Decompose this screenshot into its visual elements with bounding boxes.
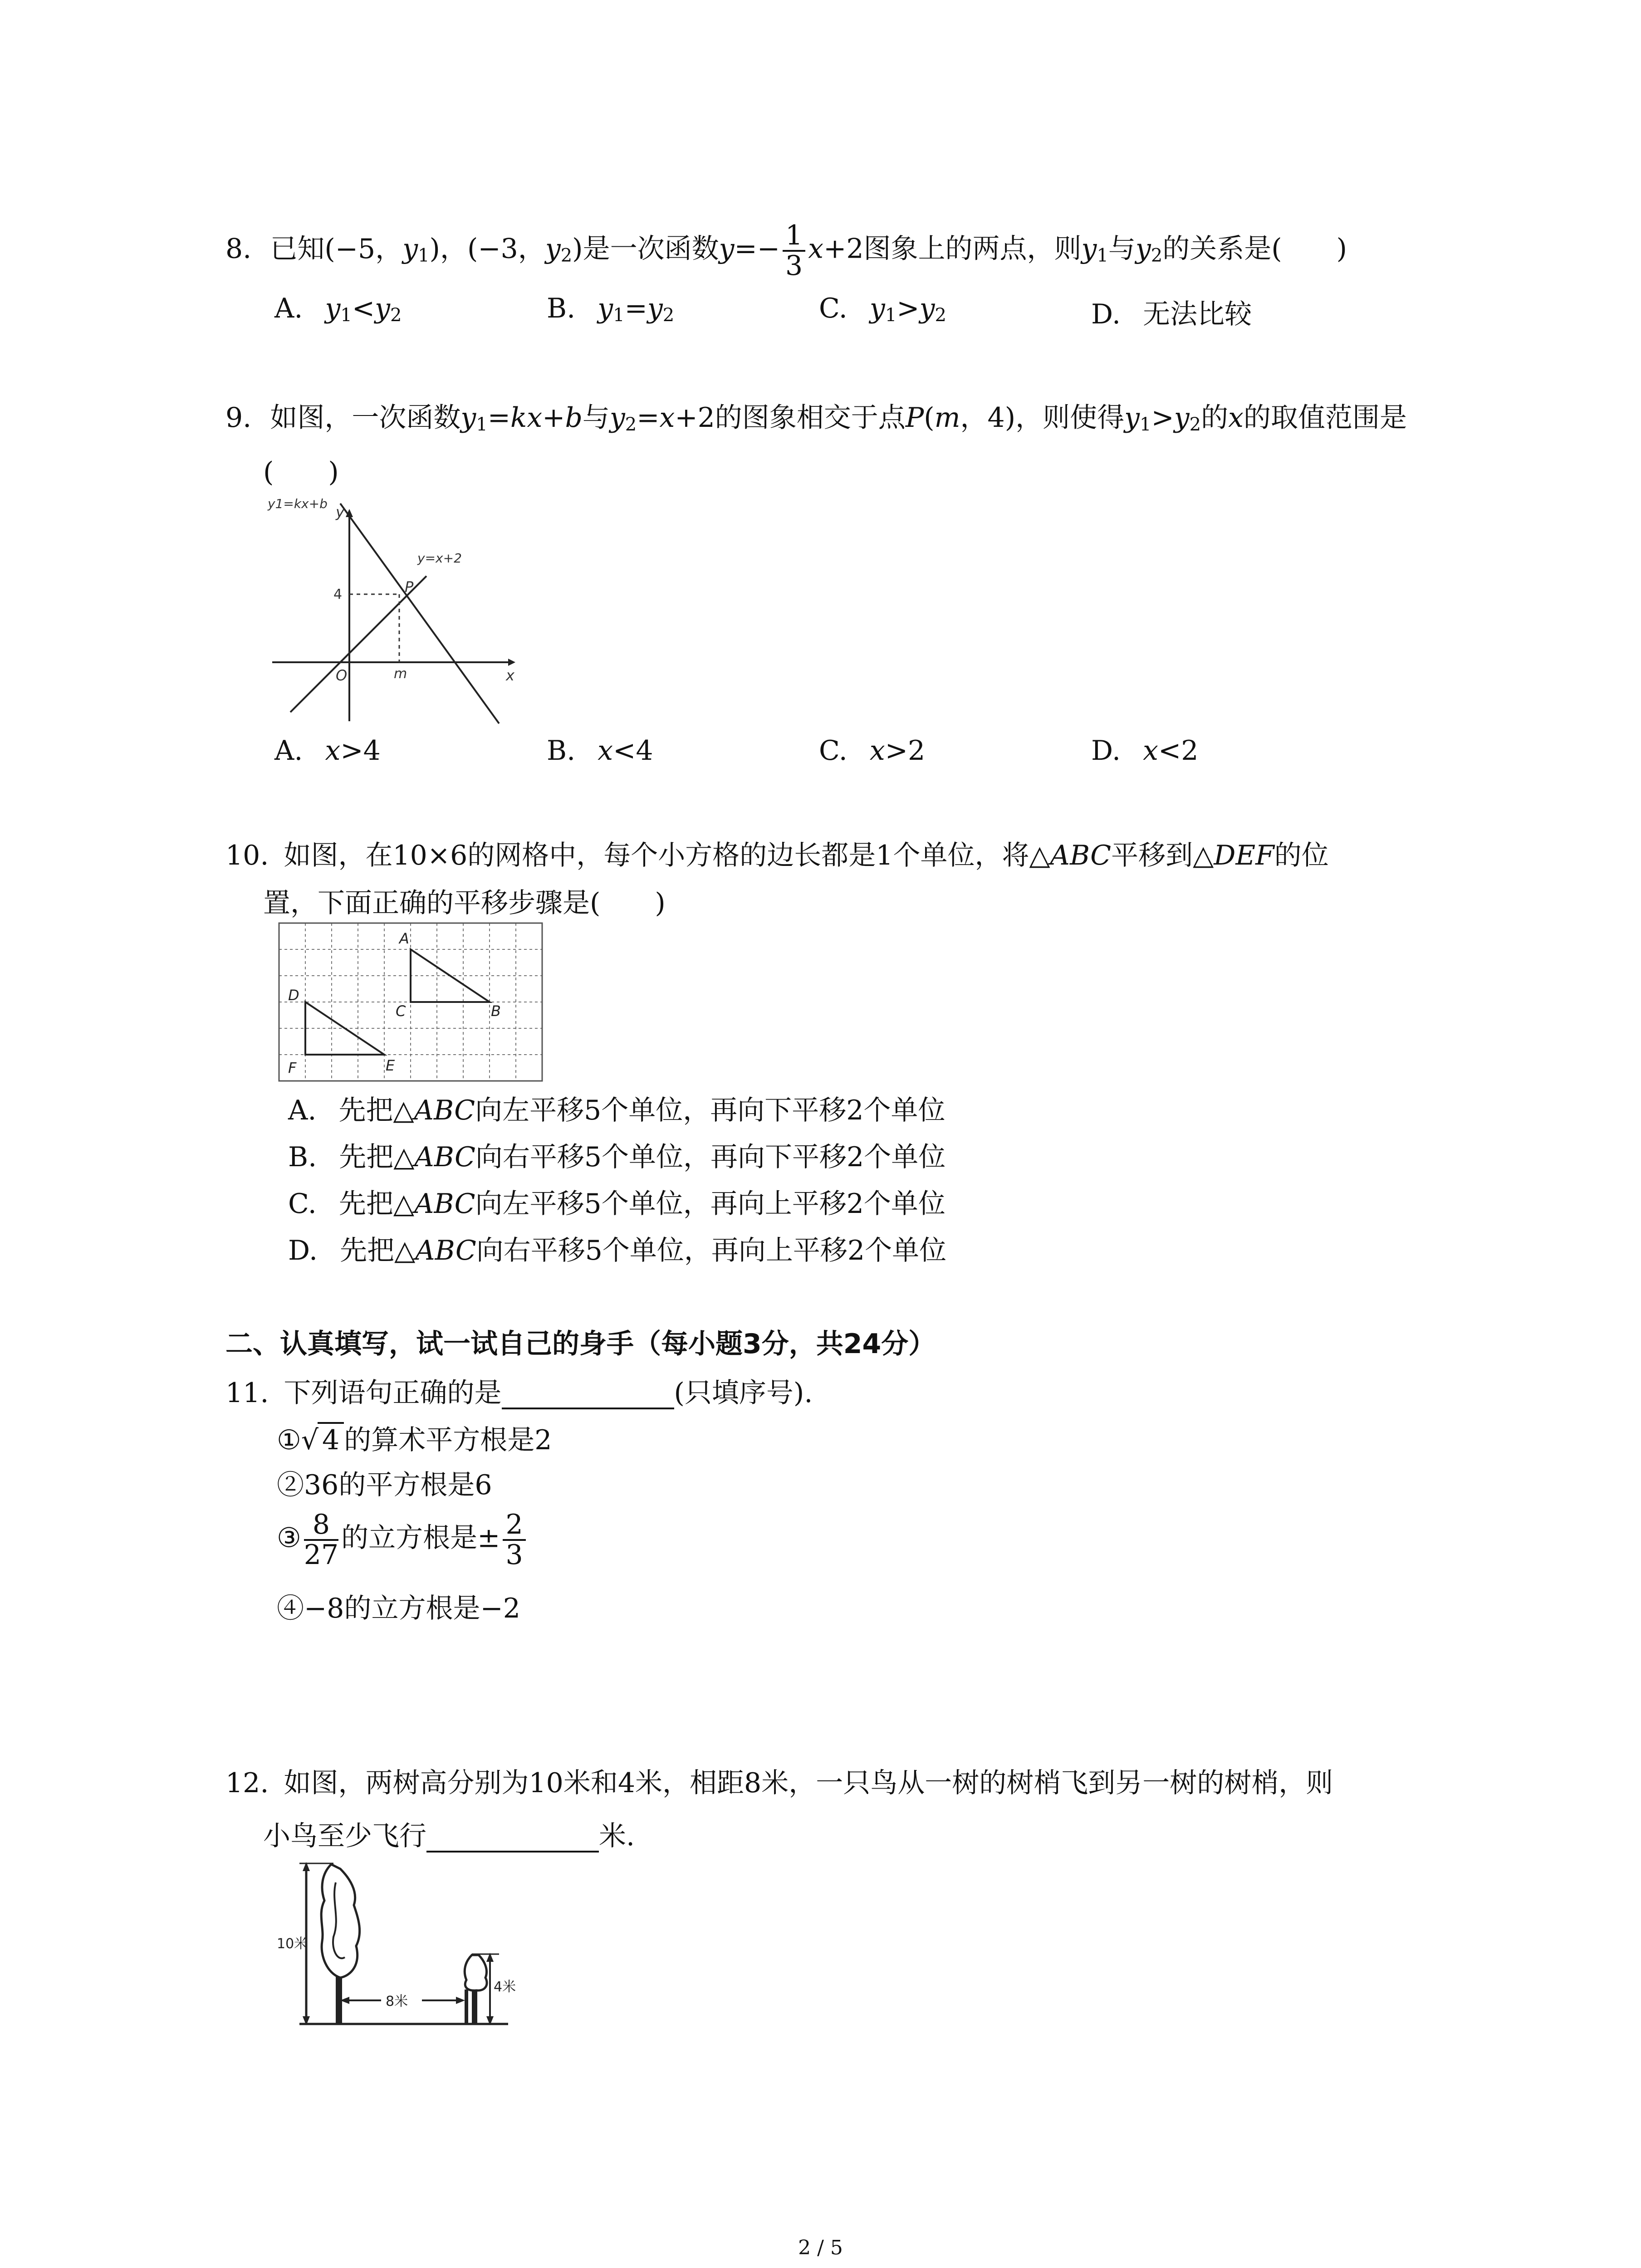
subscript: 2 [625,414,637,435]
question-10-line2: 置，下面正确的平移步骤是( ) [263,887,666,919]
fraction [783,221,805,280]
vertex-D: D [288,987,299,1004]
triangle-abc: ABC [1050,840,1112,871]
subscript: 2 [560,245,573,266]
var-y: y [460,402,476,434]
stem-text: (只填序号). [674,1377,813,1409]
subscript: 2 [935,305,946,326]
var-m: m [934,402,960,434]
subscript: 2 [1151,245,1163,266]
option-label: D. [288,1235,318,1266]
subscript: 1 [613,305,625,326]
option-text: 先把△ [338,1188,415,1220]
option-label: C. [819,293,847,324]
origin-label: O [336,667,348,684]
option-label: A. [288,1095,317,1126]
stem-text: = [487,402,510,434]
subscript: 1 [340,305,352,326]
fraction [304,1510,338,1569]
answer-blank[interactable] [502,1382,674,1409]
var-y: y [919,293,935,324]
var-y: y [545,233,561,265]
option-text: 向右平移5个单位，再向下平移2个单位 [475,1141,946,1173]
q9-option-b[interactable] [547,735,653,767]
sqrt-radicand: 4 [318,1422,344,1457]
var-b: b [565,402,583,434]
stem-text: 与 [582,402,610,434]
q9-graph [263,494,517,730]
short-tree-post [465,1989,468,2023]
var-y: y [325,293,341,324]
var-x: x [598,735,613,767]
var-P: P [905,402,924,434]
option-text: 先把△ [338,1095,414,1126]
triangle-abc: ABC [414,1095,475,1126]
subscript: 1 [1140,414,1151,435]
var-y: y [598,293,613,324]
q8-option-d[interactable] [1091,293,1252,332]
q11-item-1 [277,1422,552,1457]
short-height-label: 4米 [494,1979,516,1995]
var-y: y [647,293,663,324]
option-text: >2 [885,735,926,767]
option-label: B. [547,735,576,767]
stem-text: =− [734,233,780,265]
subscript: 2 [1189,414,1201,435]
q8-option-a[interactable] [274,293,402,326]
option-text: 无法比较 [1143,298,1252,330]
subscript: 1 [418,245,430,266]
option-text: > [896,293,920,324]
question-11 [225,1377,813,1409]
var-y: y [402,233,418,265]
frac-num: 2 [503,1510,525,1541]
option-text: <4 [613,735,653,767]
stem-text: ，4)，则使得 [960,402,1125,434]
vertex-A: A [399,930,409,947]
var-y: y [719,233,735,265]
vertex-F: F [288,1059,297,1076]
question-12-line2 [263,1820,635,1853]
option-label: C. [288,1188,317,1220]
stem-text: 的取值范围是 [1243,402,1407,434]
label-y1-line: y1=kx+b [268,496,328,511]
subscript: 1 [885,305,897,326]
question-number: 10. [225,840,269,871]
stem-text: 下列语句正确的是 [284,1377,502,1409]
stem-text: )是一次函数 [572,233,719,265]
question-number: 9. [225,402,252,434]
stem-text: 如图，一次函数 [270,402,461,434]
q8-option-c[interactable] [819,293,946,326]
line-y1 [340,503,499,723]
stem-text: 的位 [1274,840,1329,871]
var-y: y [1174,402,1190,434]
stem-text: + [542,402,565,434]
var-x: x [869,735,885,767]
stem-text: )，(−3， [429,233,545,265]
question-12 [225,1767,1333,1799]
option-text: < [352,293,375,324]
stem-text: +2图象上的两点，则 [823,233,1082,265]
short-tree-crown [465,1955,487,1990]
item-mark: ④ [277,1593,304,1624]
option-label: B. [547,293,576,324]
option-text: 先把△ [340,1235,416,1266]
tall-height-label: 10米 [277,1936,308,1952]
question-number: 8. [225,233,252,265]
vertex-B: B [491,1002,501,1020]
option-text: 向左平移5个单位，再向下平移2个单位 [475,1095,945,1126]
tick-m-label: m [394,666,407,682]
subscript: 2 [390,305,402,326]
option-text: <2 [1158,735,1199,767]
tall-tree-crown [321,1864,360,1978]
var-y: y [1124,402,1140,434]
stem-text: 的 [1201,402,1229,434]
var-kx: kx [510,402,543,434]
q9-option-c[interactable] [819,735,925,767]
var-y: y [1081,233,1097,265]
var-y: y [375,293,391,324]
option-label: D. [1091,298,1121,330]
stem-text: > [1151,402,1174,434]
option-text: >4 [340,735,381,767]
var-x: x [1228,402,1244,434]
short-tree-trunk [472,1989,477,2023]
option-label: A. [274,735,303,767]
vertex-E: E [386,1057,395,1074]
q9-option-a[interactable] [274,735,381,767]
frac-num: 8 [304,1510,338,1541]
page-number: 2 / 5 [798,2236,843,2259]
triangle-def: DEF [1214,840,1274,871]
frac-den: 27 [304,1539,339,1571]
q10-option-a[interactable] [288,1089,945,1128]
q12-figure [272,1855,526,2037]
q8-option-b[interactable] [547,293,674,326]
question-9-paren: ( ) [263,456,339,488]
frac-den: 3 [785,250,803,282]
item-mark: ② [277,1469,304,1501]
line-y2 [290,576,426,712]
item-text: 的算术平方根是2 [344,1424,552,1456]
triangle-abc: ABC [414,1141,475,1173]
var-x: x [659,402,675,434]
distance-label: 8米 [386,1994,408,2009]
x-axis-arrow [508,659,515,666]
question-9 [225,401,1407,435]
option-text: = [624,293,647,324]
tall-tree-trunk [336,1977,342,2023]
subscript: 1 [476,414,488,435]
q11-item-4 [277,1592,520,1625]
question-number: 12. [225,1767,269,1799]
q10-option-d[interactable] [288,1229,946,1268]
question-10 [225,839,1329,872]
triangle-abc: ABC [414,1188,475,1220]
option-text: 向右平移5个单位，再向上平移2个单位 [476,1235,947,1266]
q10-option-c[interactable] [288,1182,945,1221]
vertex-C: C [396,1002,406,1020]
item-text: −8的立方根是−2 [304,1593,520,1624]
stem-text: 与 [1108,233,1136,265]
frac-num: 1 [783,221,805,252]
stem-text: 如图，在10×6的网格中，每个小方格的边长都是1个单位，将△ [284,840,1050,871]
tick-4-label: 4 [333,587,343,602]
answer-blank[interactable] [426,1825,599,1853]
item-text: 的立方根是± [341,1522,500,1554]
option-label: B. [288,1141,317,1173]
y-axis-label: y [336,503,344,521]
stem-text: 已知(−5， [270,233,403,265]
stem-text: 平移到△ [1111,840,1214,871]
q10-option-b[interactable] [288,1135,945,1174]
var-x: x [1143,735,1158,767]
stem-text: ( [924,402,935,434]
stem-text: 米. [599,1820,635,1852]
subscript: 1 [1097,245,1108,266]
section-2-title: 二、认真填写，试一试自己的身手（每小题3分，共24分） [225,1328,936,1360]
option-text: 向左平移5个单位，再向上平移2个单位 [475,1188,945,1220]
point-P-label: P [405,578,414,596]
item-text: 36的平方根是6 [304,1469,492,1501]
x-axis-label: x [506,667,514,684]
var-y: y [609,402,625,434]
subscript: 2 [662,305,675,326]
frac-den: 3 [505,1539,523,1571]
stem-text: = [637,402,660,434]
arrow [456,1997,465,2004]
option-label: A. [274,293,303,324]
q11-item-3 [277,1510,529,1569]
q11-item-2 [277,1469,492,1501]
option-label: D. [1091,735,1121,767]
stem-text: 的关系是( ) [1162,233,1347,265]
q10-grid [277,921,549,1084]
option-label: C. [819,735,847,767]
triangle-abc: ABC [415,1235,476,1266]
item-mark: ③ [277,1522,301,1554]
item-mark: ① [277,1424,301,1456]
var-x: x [325,735,341,767]
option-text: 先把△ [339,1141,415,1173]
question-8 [225,221,1347,280]
label-y2-line: y=x+2 [417,551,462,566]
stem-text: +2的图象相交于点 [675,402,906,434]
var-y: y [1135,233,1151,265]
var-y: y [869,293,885,324]
question-number: 11. [225,1377,269,1409]
stem-text: 小鸟至少飞行 [263,1820,426,1852]
var-x: x [808,233,824,265]
fraction [503,1510,525,1569]
stem-text: 如图，两树高分别为10米和4米，相距8米，一只鸟从一树的树梢飞到另一树的树梢，则 [284,1767,1333,1799]
q9-option-d[interactable] [1091,735,1198,767]
sqrt-symbol: √ [301,1424,319,1456]
